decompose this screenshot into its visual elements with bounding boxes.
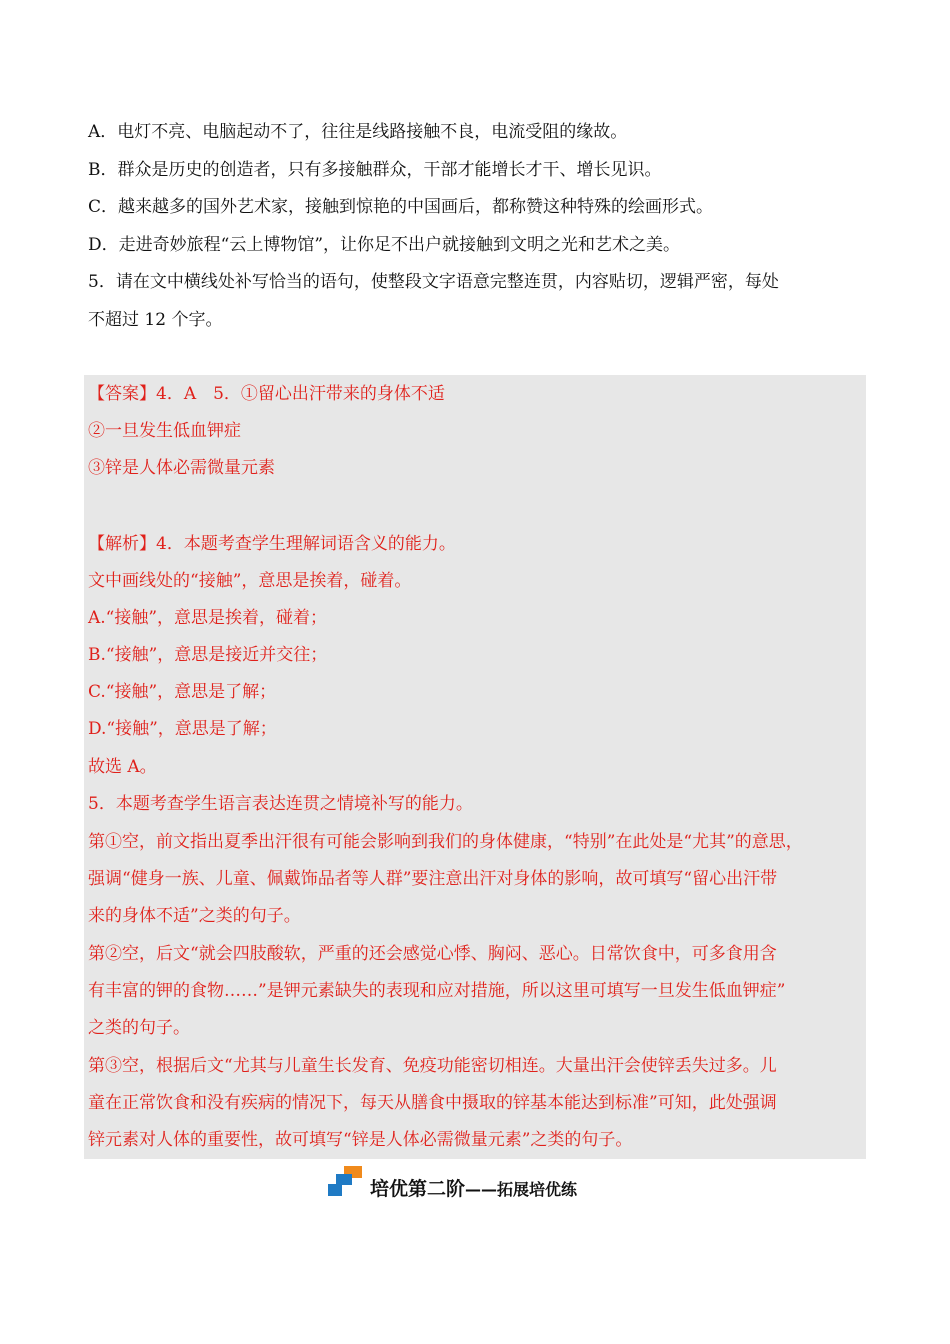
answer-line: ②一旦发生低血钾症 [88,421,241,441]
analysis-line: 之类的句子。 [88,1018,190,1038]
analysis-line: 故选 A。 [88,757,157,777]
analysis-line: 来的身体不适”之类的句子。 [88,906,301,926]
analysis-line: 第①空，前文指出夏季出汗很有可能会影响到我们的身体健康，“特别”在此处是“尤其”的意思， [88,832,803,852]
analysis-line: C.“接触”，意思是了解； [88,682,277,702]
analysis-line: A.“接触”，意思是挨着，碰着； [88,608,328,628]
analysis-line: B.“接触”，意思是接近并交往； [88,645,328,665]
analysis-line: 强调“健身一族、儿童、佩戴饰品者等人群”要注意出汗对身体的影响，故可填写“留心出汗带 [88,869,778,889]
section-title [370,1174,577,1201]
analysis-line: 童在正常饮食和没有疾病的情况下，每天从膳食中摄取的锌基本能达到标准”可知，此处强调 [88,1093,777,1113]
analysis-line: 有丰富的钾的食物……”是钾元素缺失的表现和应对措施，所以这里可填写一旦发生低血钾症” [88,981,786,1001]
question-5-text: 5．请在文中横线处补写恰当的语句，使整段文字语意完整连贯，内容贴切，逻辑严密，每处 [88,272,779,292]
analysis-line: 第③空，根据后文“尤其与儿童生长发育、免疫功能密切相连。大量出汗会使锌丢失过多。儿 [88,1056,777,1076]
option-a-text: A．电灯不亮、电脑起动不了，往往是线路接触不良，电流受阻的缘故。 [88,122,628,142]
section-heading [326,1166,646,1202]
analysis-line: 【解析】4．本题考查学生理解词语含义的能力。 [88,534,456,554]
analysis-line: 锌元素对人体的重要性，故可填写“锌是人体必需微量元素”之类的句子。 [88,1130,633,1150]
section-subtitle: ——拓展培优练 [465,1180,578,1199]
option-d-text: D．走进奇妙旅程“云上博物馆”，让你足不出户就接触到文明之光和艺术之美。 [88,235,681,255]
option-b-text: B．群众是历史的创造者，只有多接触群众，干部才能增长才干、增长见识。 [88,160,662,180]
answer-line: ③锌是人体必需微量元素 [88,458,275,478]
analysis-line: D.“接触”，意思是了解； [88,719,277,739]
question-5-text-cont: 不超过 12 个字。 [88,310,223,330]
option-c-text: C．越来越多的国外艺术家，接触到惊艳的中国画后，都称赞这种特殊的绘画形式。 [88,197,714,217]
analysis-line: 文中画线处的“接触”，意思是挨着，碰着。 [88,571,412,591]
analysis-line: 5．本题考查学生语言表达连贯之情境补写的能力。 [88,794,473,814]
section-title-main: 培优第二阶 [370,1178,466,1200]
answer-line: 【答案】4．A 5．①留心出汗带来的身体不适 [88,384,445,404]
stairs-logo-icon [326,1166,366,1198]
answer-panel [84,375,866,1159]
analysis-line: 第②空，后文“就会四肢酸软，严重的还会感觉心悸、胸闷、恶心。日常饮食中，可多食用含 [88,944,777,964]
